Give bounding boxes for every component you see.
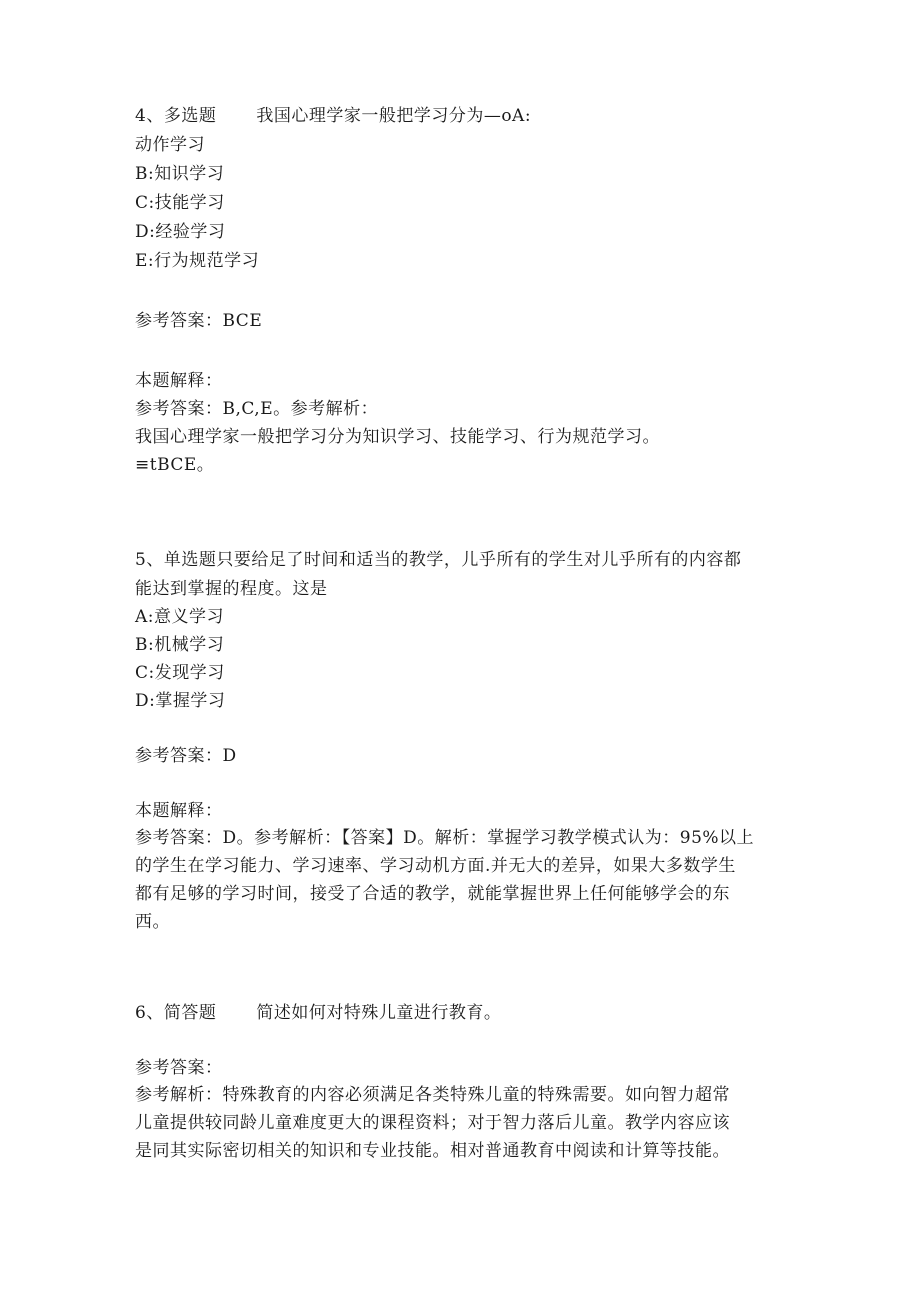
q5-stem-line: 能达到掌握的程度。这是 [135,579,328,599]
q5-option-b: B:机械学习 [135,635,225,655]
q4-number-type: 4、多选题 [135,106,217,126]
q4-stem: 我国心理学家一般把学习分为—oA: [256,106,532,126]
q4-explain-line: ≡tBCE。 [135,455,215,475]
q5-answer: 参考答案：D [135,746,237,766]
q6-stem: 简述如何对特殊儿童进行教育。 [256,1003,502,1023]
q6-explain-line: 儿童提供较同龄儿童难度更大的课程资料；对于智力落后儿童。教学内容应该 [135,1113,730,1133]
q5-stem-line: 5、单选题只要给足了时间和适当的教学，儿乎所有的学生对儿乎所有的内容都 [135,550,742,570]
q6-answer: 参考答案： [135,1058,223,1078]
q4-option-c: C:技能学习 [135,193,225,213]
q4-explain-line: 我国心理学家一般把学习分为知识学习、技能学习、行为规范学习。 [135,427,660,447]
q4-explain-title: 本题解释： [135,371,223,391]
q5-explain-title: 本题解释： [135,801,223,821]
q6-explain-line: 是同其实际密切相关的知识和专业技能。相对普通教育中阅读和计算等技能。 [135,1141,730,1161]
q4-explain-line: 参考答案：B,C,E。参考解析： [135,399,379,419]
q5-option-a: A:意义学习 [135,607,225,627]
q5-option-d: D:掌握学习 [135,691,226,711]
q4-option-d: D:经验学习 [135,222,226,242]
q6-number-type: 6、简答题 [135,1003,217,1023]
q5-explain-line: 西。 [135,912,170,932]
q5-explain-line: 的学生在学习能力、学习速率、学习动机方面.并无大的差异，如果大多数学生 [135,856,736,876]
q4-option-a: 动作学习 [135,135,205,155]
q6-explain-line: 参考解析：特殊教育的内容必须满足各类特殊儿童的特殊需要。如向智力超常 [135,1085,730,1105]
q5-explain-line: 参考答案：D。参考解析：【答案】D。解析：掌握学习教学模式认为：95%以上 [135,828,755,848]
q4-option-e: E:行为规范学习 [135,251,260,271]
q5-option-c: C:发现学习 [135,663,225,683]
q4-answer: 参考答案：BCE [135,311,263,331]
q4-header [135,104,531,128]
q4-option-b: B:知识学习 [135,164,225,184]
q5-explain-line: 都有足够的学习时间，接受了合适的教学，就能掌握世界上任何能够学会的东 [135,884,730,904]
q6-header [135,1001,501,1025]
